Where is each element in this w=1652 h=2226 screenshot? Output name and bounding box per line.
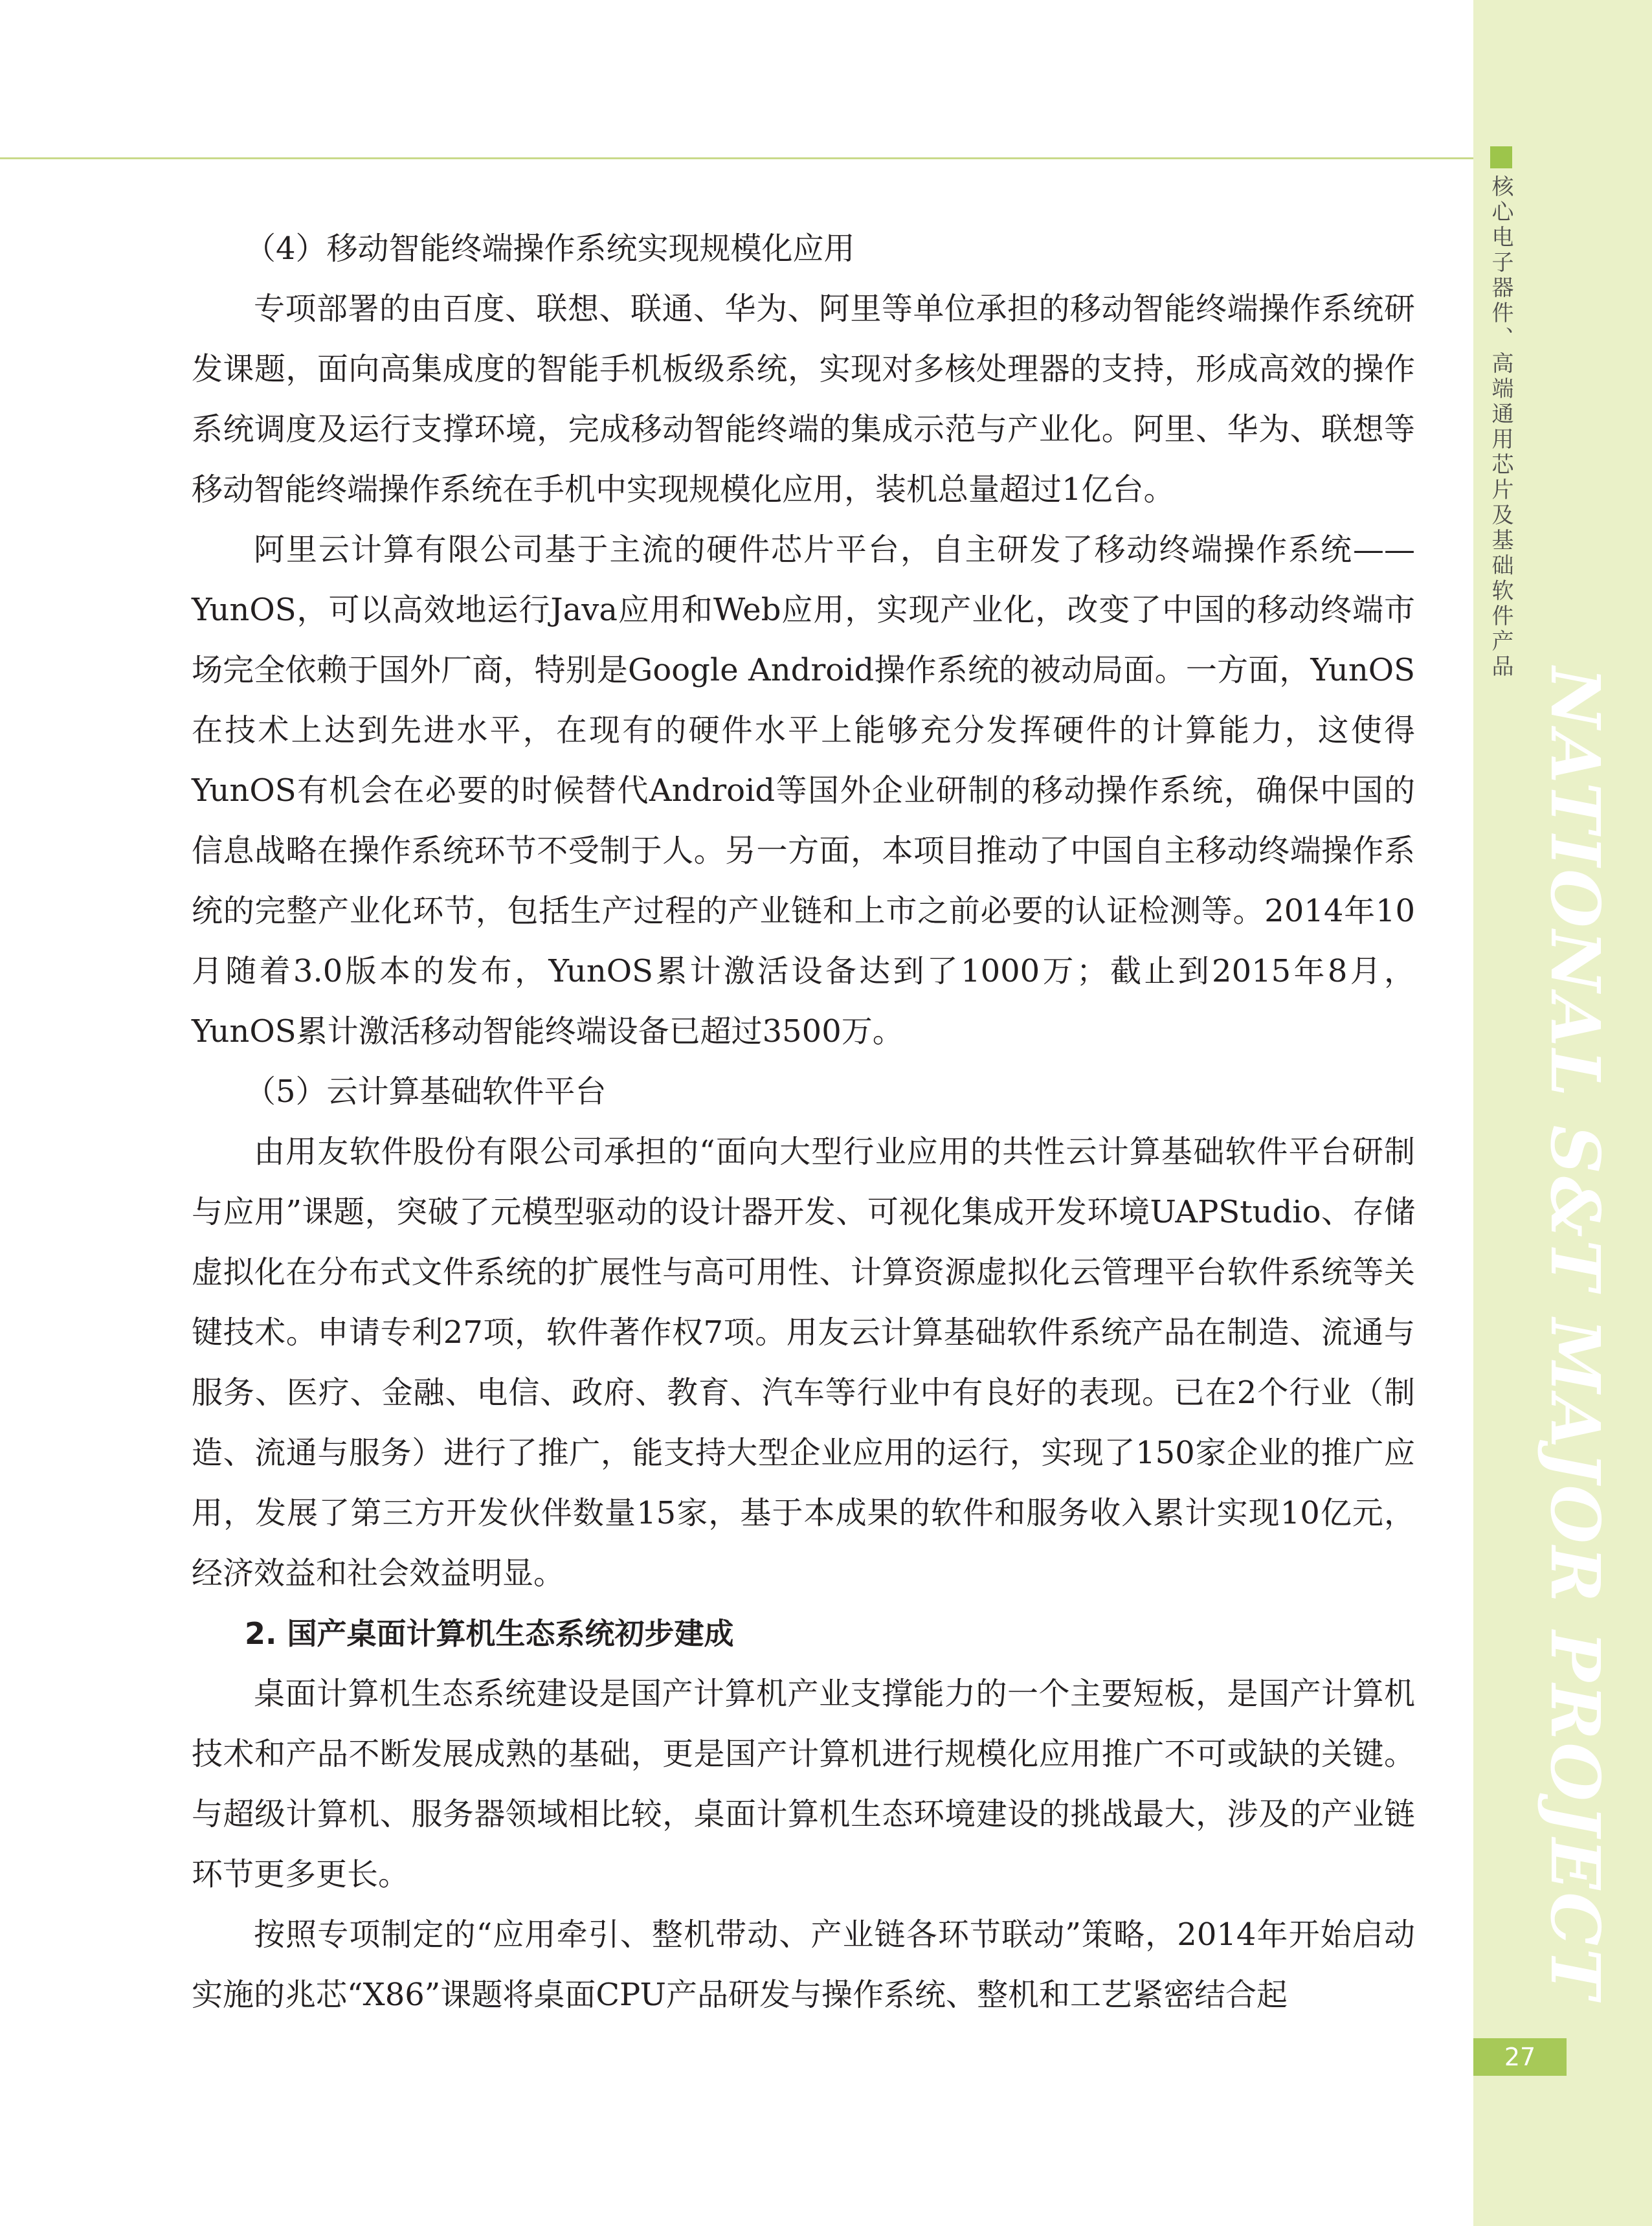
header-rule (0, 157, 1473, 159)
project-title: NATIONAL S&T MAJOR PROJECT (1535, 667, 1615, 2001)
chapter-title: 核心电子器件、高端通用芯片及基础软件产品 (1488, 175, 1513, 680)
subheading-mobile-os: （4）移动智能终端操作系统实现规模化应用 (245, 230, 855, 267)
paragraph: 阿里云计算有限公司基于主流的硬件芯片平台，自主研发了移动终端操作系统——YunOS，可以高效地运行Java应用和Web应用，实现产业化，改变了中国的移动终端市场完全依赖于国外厂商，特别是Google Android操作系统的被动局面。一方面，YunOS在技术上达到先进水平，在现有的硬件水平上能够充分发挥硬件的计算能力，这使得YunOS有机会在必要的时候替代Android等国外企业研制的移动操作系统，确保中国的信息战略在操作系统环节不受制于人。另一方面，本项目推动了中国自主移动终端操作系统的完整产业化环节，包括生产过程的产业链和上市之前必要的认证检测等。2014年10月随着3.0版本的发布，YunOS累计激活设备达到了1000万；截止到2015年8月，YunOS累计激活移动智能终端设备已超过3500万。 (192, 532, 1415, 1050)
chapter-marker-square (1490, 146, 1512, 168)
paragraph: 按照专项制定的“应用牵引、整机带动、产业链各环节联动”策略，2014年开始启动实施的兆芯“X86”课题将桌面CPU产品研发与操作系统、整机和工艺紧密结合起 (192, 1917, 1415, 2013)
article-body (192, 219, 1415, 2025)
paragraph: 由用友软件股份有限公司承担的“面向大型行业应用的共性云计算基础软件平台研制与应用”课题，突破了元模型驱动的设计器开发、可视化集成开发环境UAPStudio、存储虚拟化在分布式文件系统的扩展性与高可用性、计算资源虚拟化云管理平台软件系统等关键技术。申请专利27项，软件著作权7项。用友云计算基础软件系统产品在制造、流通与服务、医疗、金融、电信、政府、教育、汽车等行业中有良好的表现。已在2个行业（制造、流通与服务）进行了推广，能支持大型企业应用的运行，实现了150家企业的推广应用，发展了第三方开发伙伴数量15家，基于本成果的软件和服务收入累计实现10亿元，经济效益和社会效益明显。 (192, 1134, 1415, 1591)
page-number: 27 (1473, 2038, 1567, 2076)
paragraph: 专项部署的由百度、联想、联通、华为、阿里等单位承担的移动智能终端操作系统研发课题，面向高集成度的智能手机板级系统，实现对多核处理器的支持，形成高效的操作系统调度及运行支撑环境，完成移动智能终端的集成示范与产业化。阿里、华为、联想等移动智能终端操作系统在手机中实现规模化应用，装机总量超过1亿台。 (192, 291, 1415, 508)
section-heading-desktop-ecosystem: 2. 国产桌面计算机生态系统初步建成 (245, 1616, 734, 1651)
paragraph: 桌面计算机生态系统建设是国产计算机产业支撑能力的一个主要短板，是国产计算机技术和产品不断发展成熟的基础，更是国产计算机进行规模化应用推广不可或缺的关键。与超级计算机、服务器领域相比较，桌面计算机生态环境建设的挑战最大，涉及的产业链环节更多更长。 (192, 1676, 1415, 1893)
subheading-cloud-platform: （5）云计算基础软件平台 (245, 1074, 607, 1110)
